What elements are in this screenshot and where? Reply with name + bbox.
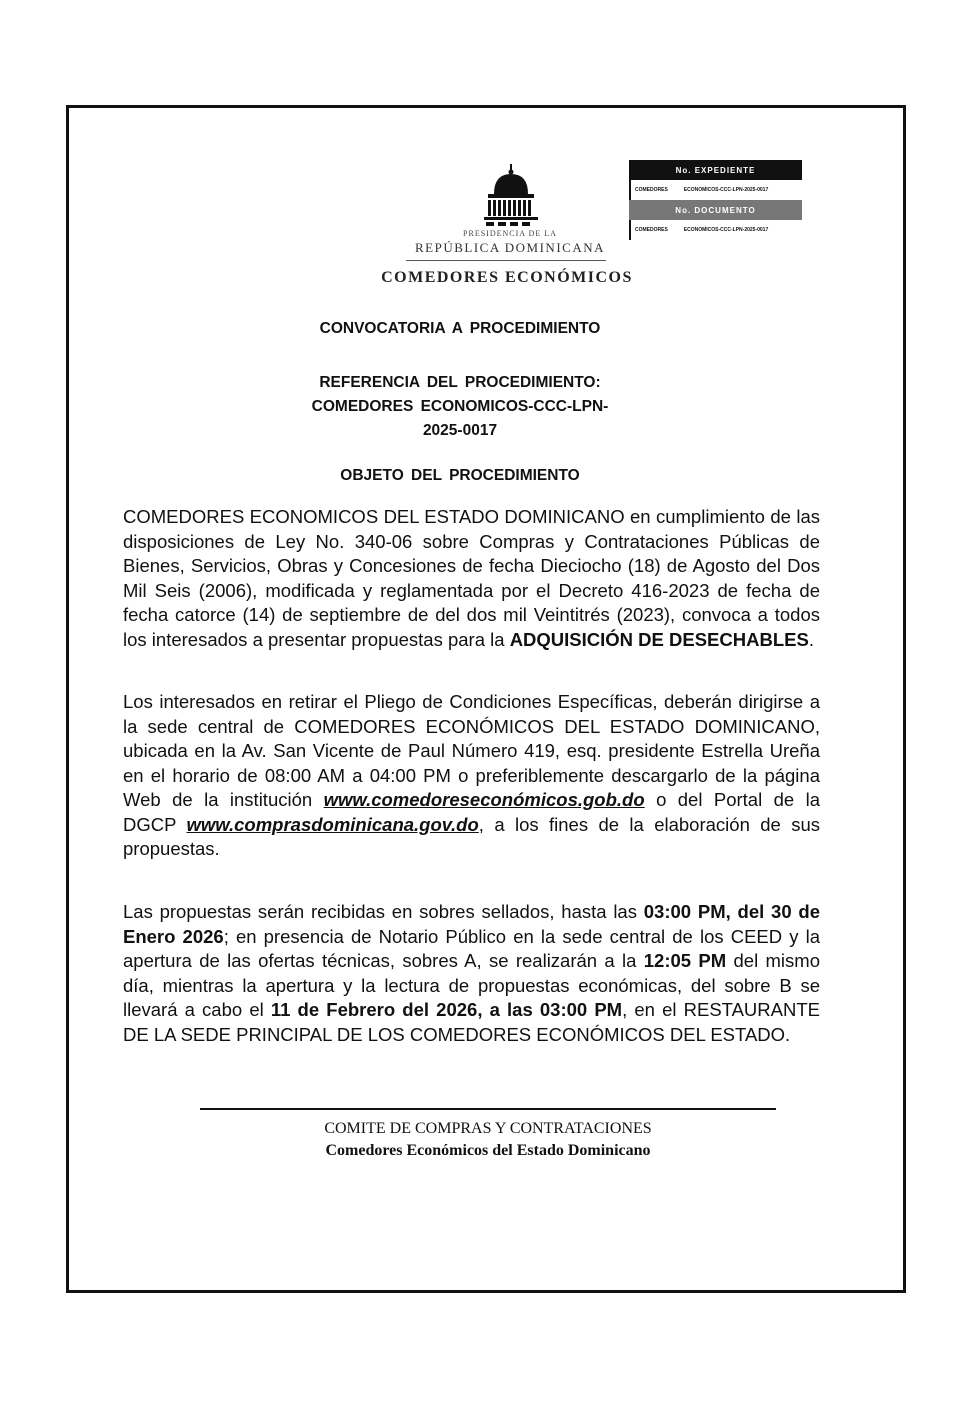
comedores-website-link[interactable]: www.comedoreseconómicos.gob.do [323,789,645,810]
p2-text1: Los interesados en retirar el Pliego de Condiciones Específicas, deberán dirigirse a la sede central de COMEDORES ECONÓMICOS DEL ESTADO DOMINICANO, ubicada en la Av. San Vicente de Paul Número 419, esq. presidente Estrella Ureña en el horario de 08:00 AM a 04:00 PM o preferiblemente descargarlo de la página Web de la institución [123,691,820,810]
committee-name: COMITE DE COMPRAS Y CONTRATACIONES [324,1120,652,1137]
org-republic: REPÚBLICA DOMINICANA [415,240,605,255]
p1-bold: ADQUISICIÓN DE DESECHABLES [509,628,809,650]
p3-economic-opening: 11 de Febrero del 2026, a las 03:00 PM [270,999,623,1020]
p3-t4: , en el RESTAURANTE DE LA SEDE PRINCIPAL DE LOS COMEDORES ECONÓMICOS DEL ESTADO. [123,999,820,1045]
signature-line [200,1108,776,1110]
paragraph-propuestas [123,900,820,1047]
expediente-prefix: COMEDORES [635,187,668,193]
expediente-label: No. EXPEDIENTE [629,160,802,180]
referencia-block [160,371,760,443]
org-comedores: COMEDORES ECONÓMICOS [381,269,633,286]
p2-text2: o del Portal de la DGCP [123,789,820,835]
p3-t2: ; en presencia de Notario Público en la sede central de los CEED y la apertura de las ofertas técnicas, sobres A, se realizarán a la [123,925,820,971]
p1-end: . [808,628,814,650]
expediente-box [629,160,802,240]
documento-label: No. DOCUMENTO [629,200,802,220]
national-palace-seal-icon [474,162,548,228]
p2-text3: , a los fines de la elaboración de sus propuestas. [123,813,820,859]
p3-deadline: 03:00 PM, del 30 de Enero 2026 [123,901,820,947]
referencia-line2: 2025-0017 [422,422,498,439]
p3-technical-opening: 12:05 PM [643,950,727,971]
p1-text: COMEDORES ECONOMICOS DEL ESTADO DOMINICANO en cumplimiento de las disposiciones de Ley No. 340-06 sobre Compras y Contrataciones Públicas de Bienes, Servicios, Obras y Concesiones de fecha Dieciocho (18) de Agosto del Dos Mil Seis (2006), modificada y reglamentada por el Decreto 416-2023 de fecha de fecha catorce (14) de septiembre de del dos mil Veintitrés (2023), convoca a todos los interesados a presentar propuestas para la [123,506,820,650]
p3-t1: Las propuestas serán recibidas en sobres sellados, hasta las [123,901,644,922]
documento-prefix: COMEDORES [635,227,668,233]
dgcp-portal-link[interactable]: www.comprasdominicana.gov.do [186,813,479,835]
convocatoria-title: CONVOCATORIA A PROCEDIMIENTO [319,320,601,337]
paragraph-pliego [123,690,820,862]
objeto-title: OBJETO DEL PROCEDIMIENTO [340,467,580,484]
org-presidency: PRESIDENCIA DE LA [463,229,557,238]
paragraph-objeto [123,505,820,652]
expediente-row [629,180,802,200]
referencia-line1: COMEDORES ECONOMICOS-CCC-LPN- [311,398,609,415]
documento-value: ECONOMICOS-CCC-LPN-2025-0017 [683,227,769,233]
documento-row [629,220,802,240]
org-divider [406,260,606,261]
referencia-label: REFERENCIA DEL PROCEDIMIENTO: [319,374,601,391]
institution-name: Comedores Económicos del Estado Dominicano [325,1142,651,1159]
p3-t3: del mismo día, mientras la apertura y la lectura de propuestas económicas, del sobre B se llevará a cabo el [123,950,820,1020]
expediente-value: ECONOMICOS-CCC-LPN-2025-0017 [683,187,769,193]
